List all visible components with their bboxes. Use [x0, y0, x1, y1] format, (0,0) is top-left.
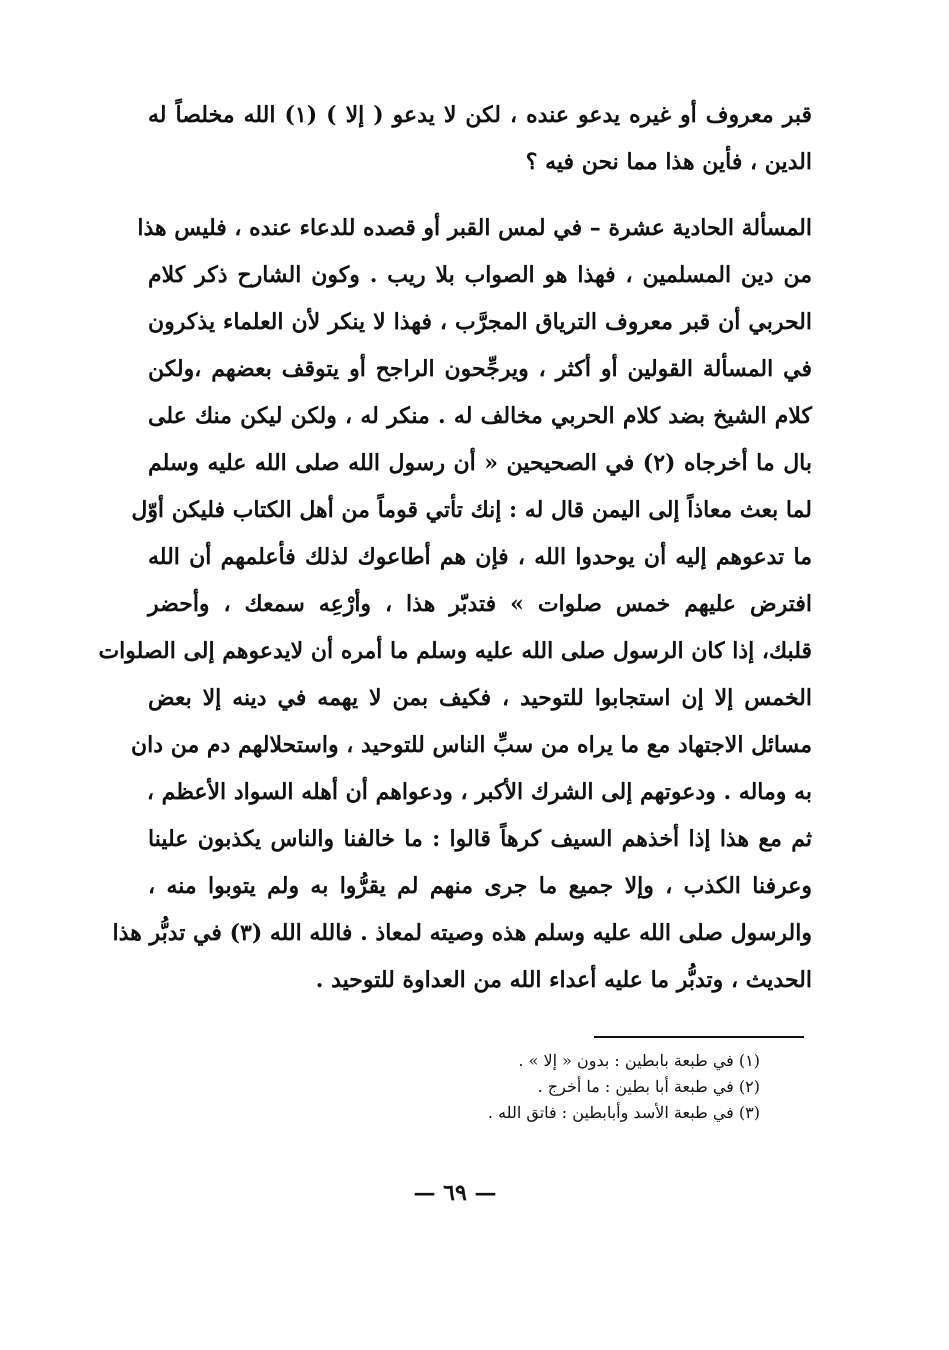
- text-line: الحديث ، وتدبُّر ما عليه أعداء الله من العداوة للتوحيد .: [315, 967, 812, 993]
- text-line: الخمس إلا إن استجابوا للتوحيد ، فكيف بمن لا يهمه في دينه إلا بعض: [148, 685, 812, 711]
- footnotes: [380, 1048, 760, 1126]
- text-line: قبر معروف أو غيره يدعو عنده ، لكن لا يدعو ( إلا ) (١) الله مخلصاً له: [148, 102, 812, 128]
- text-line: وعرفنا الكذب ، وإلا جميع ما جرى منهم لم يقرُّوا به ولم يتوبوا منه ،: [148, 873, 812, 899]
- text-line: ثم مع هذا إذا أخذهم السيف كرهاً قالوا : ما خالفنا والناس يكذبون علينا: [148, 826, 812, 852]
- text-line: مسائل الاجتهاد مع ما يراه من سبِّ الناس للتوحيد ، واستحلالهم دم من دان: [131, 732, 812, 758]
- text-line: بال ما أخرجاه (٢) في الصحيحين « أن رسول الله صلى الله عليه وسلم: [148, 450, 812, 476]
- text-line: افترض عليهم خمس صلوات » فتدبّر هذا ، وأرْعِه سمعك ، وأحضر: [148, 591, 812, 617]
- paragraph-gap: [148, 186, 812, 205]
- footnote: (٣) في طبعة الأسد وأبابطين : فاتق الله .: [487, 1103, 760, 1122]
- footnote: (١) في طبعة بابطين : بدون « إلا » .: [518, 1051, 760, 1070]
- text-line: لما بعث معاذاً إلى اليمن قال له : إنك تأتي قوماً من أهل الكتاب فليكن أوّل: [131, 497, 812, 523]
- main-text: [98, 92, 812, 1004]
- text-line: قلبك، إذا كان الرسول صلى الله عليه وسلم ما أمره أن لايدعوهم إلى الصلوات: [98, 638, 812, 664]
- text-line: من دين المسلمين ، فهذا هو الصواب بلا ريب . وكون الشارح ذكر كلام: [148, 262, 812, 288]
- text-line: والرسول صلى الله عليه وسلم هذه وصيته لمعاذ . فالله الله (٣) في تدبُّر هذا: [112, 920, 812, 946]
- text-line: الحربي أن قبر معروف الترياق المجرَّب ، فهذا لا ينكر لأن العلماء يذكرون: [148, 309, 812, 335]
- text-line: في المسألة القولين أو أكثر ، ويرجِّحون الراجح أو يتوقف بعضهم ،ولكن: [148, 356, 812, 382]
- footnote-separator: [594, 1036, 804, 1038]
- text-line: ما تدعوهم إليه أن يوحدوا الله ، فإن هم أطاعوك لذلك فأعلمهم أن الله: [148, 544, 812, 570]
- text-line: الدين ، فأين هذا مما نحن فيه ؟: [525, 149, 812, 175]
- text-line: كلام الشيخ بضد كلام الحربي مخالف له . منكر له ، ولكن ليكن منك على: [148, 403, 812, 429]
- text-line: به وماله . ودعوتهم إلى الشرك الأكبر ، ودعواهم أن أهله السواد الأعظم ،: [146, 779, 812, 805]
- page-number: — ٦٩ —: [413, 1180, 497, 1206]
- footnote: (٢) في طبعة أبا بطين : ما أخرج .: [537, 1077, 760, 1096]
- text-line: المسألة الحادية عشرة – في لمس القبر أو قصده للدعاء عنده ، فليس هذا: [137, 215, 812, 241]
